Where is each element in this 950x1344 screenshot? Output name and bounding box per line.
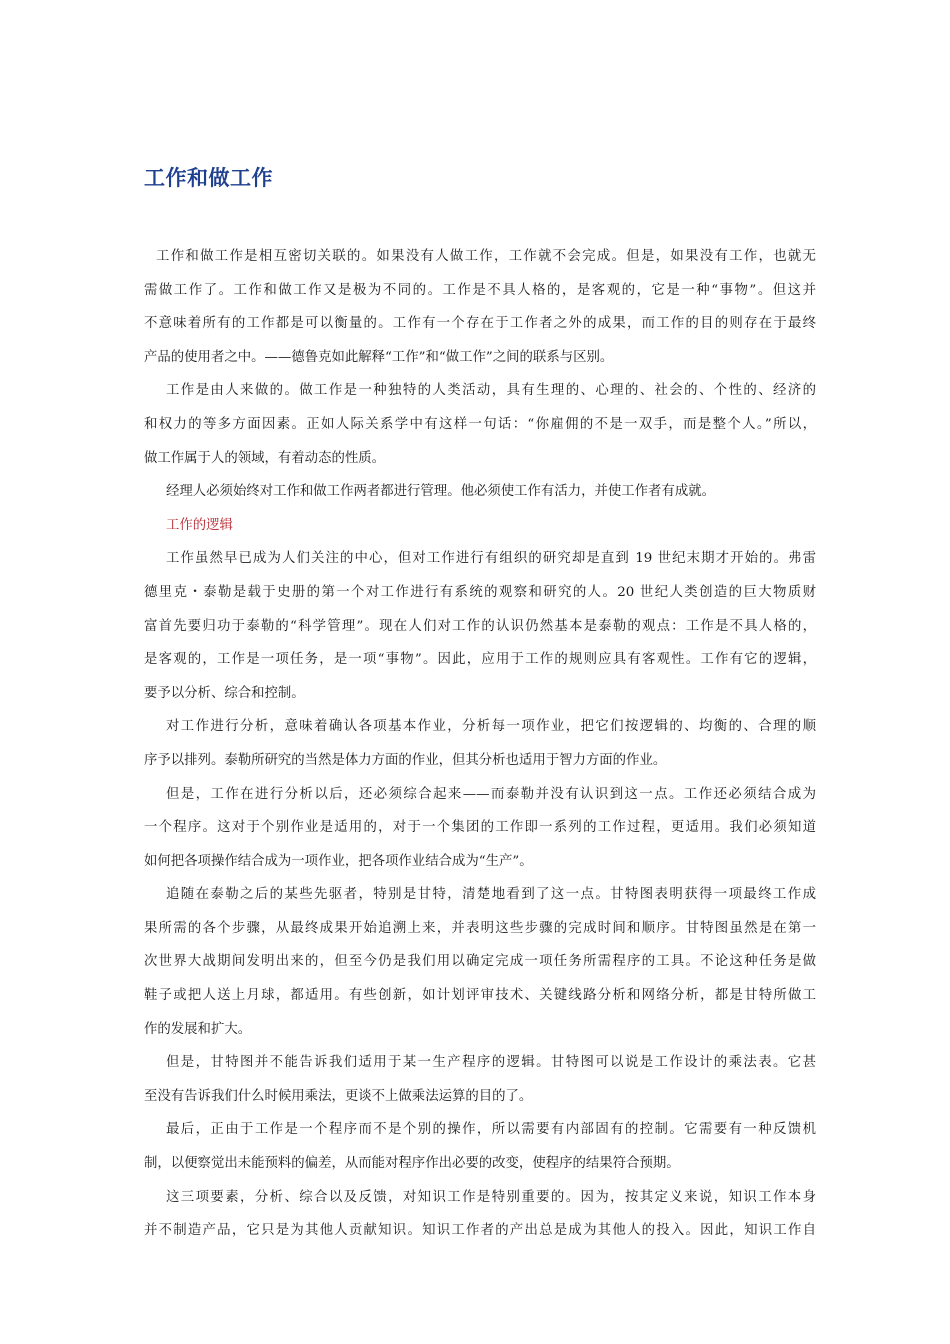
paragraph-line: 序予以排列。泰勒所研究的当然是体力方面的作业，但其分析也适用于智力方面的作业。 [144,752,667,768]
paragraph-line: 做工作属于人的领域，有着动态的性质。 [144,450,386,466]
paragraph-line: 产品的使用者之中。——德鲁克如此解释“工作”和“做工作”之间的联系与区别。 [144,349,614,365]
paragraph-line: 次世界大战期间发明出来的，但至今仍是我们用以确定完成一项任务所需程序的工具。不论这种任务是做 [144,954,816,970]
paragraph-line: 工作和做工作是相互密切关联的。如果没有人做工作，工作就不会完成。但是，如果没有工作，也就无 [156,249,816,264]
paragraph-line: 德里克・泰勒是载于史册的第一个对工作进行有系统的观察和研究的人。20 世纪人类创造的巨大物质财 [144,584,816,600]
paragraph-line: 果所需的各个步骤，从最终成果开始追溯上来，并表明这些步骤的完成时间和顺序。甘特图虽然是在第一 [144,920,816,936]
paragraph-line: 工作是由人来做的。做工作是一种独特的人类活动，具有生理的、心理的、社会的、个性的、经济的 [166,383,816,399]
paragraph-line: 鞋子或把人送上月球，都适用。有些创新，如计划评审技术、关键线路分析和网络分析，都是甘特所做工 [144,988,816,1004]
paragraph-line: 和权力的等多方面因素。正如人际关系学中有这样一句话：“你雇佣的不是一双手，而是整个人。”所以， [144,416,816,432]
paragraph-line: 经理人必须始终对工作和做工作两者都进行管理。他必须使工作有活力，并使工作者有成就。 [166,484,716,500]
paragraph-line: 一个程序。这对于个别作业是适用的，对于一个集团的工作即一系列的工作过程，更适用。我们必须知道 [144,820,816,836]
paragraph-line: 追随在泰勒之后的某些先驱者，特别是甘特，清楚地看到了这一点。甘特图表明获得一项最终工作成 [166,887,816,903]
paragraph-line: 作的发展和扩大。 [144,1021,252,1037]
paragraph-line: 至没有告诉我们什么时候用乘法，更谈不上做乘法运算的目的了。 [144,1088,533,1104]
section-subheading: 工作的逻辑 [166,517,233,533]
document-title: 工作和做工作 [144,166,273,190]
paragraph-line: 不意味着所有的工作都是可以衡量的。工作有一个存在于工作者之外的成果，而工作的目的则存在于最终 [144,316,816,332]
paragraph-line: 但是，工作在进行分析以后，还必须综合起来——而泰勒并没有认识到这一点。工作还必须结合成为 [166,786,816,802]
document-body [144,240,816,1248]
paragraph-line: 需做工作了。工作和做工作又是极为不同的。工作是不具人格的，是客观的，它是一种“事物”。但这并 [144,282,816,298]
paragraph-line: 但是，甘特图并不能告诉我们适用于某一生产程序的逻辑。甘特图可以说是工作设计的乘法表。它甚 [166,1055,816,1071]
paragraph-line: 对工作进行分析，意味着确认各项基本作业，分析每一项作业，把它们按逻辑的、均衡的、合理的顺 [166,719,816,735]
paragraph-line: 要予以分析、综合和控制。 [144,685,305,701]
paragraph-line: 是客观的，工作是一项任务，是一项“事物”。因此，应用于工作的规则应具有客观性。工作有它的逻辑， [144,652,816,668]
paragraph-line: 富首先要归功于泰勒的“科学管理”。现在人们对工作的认识仍然基本是泰勒的观点：工作是不具人格的， [144,618,816,634]
paragraph-line: 工作虽然早已成为人们关注的中心，但对工作进行有组织的研究却是直到 19 世纪末期才开始的。弗雷 [166,551,816,567]
paragraph-line: 如何把各项操作结合成为一项作业，把各项作业结合成为“生产”。 [144,853,533,869]
paragraph-line: 制，以便察觉出未能预料的偏差，从而能对程序作出必要的改变，使程序的结果符合预期。 [144,1156,680,1172]
paragraph-line: 最后，正由于工作是一个程序而不是个别的操作，所以需要有内部固有的控制。它需要有一种反馈机 [166,1122,816,1138]
paragraph-line: 这三项要素，分析、综合以及反馈，对知识工作是特别重要的。因为，按其定义来说，知识工作本身 [166,1189,816,1205]
paragraph-line: 并不制造产品，它只是为其他人贡献知识。知识工作者的产出总是成为其他人的投入。因此，知识工作自 [144,1223,816,1239]
